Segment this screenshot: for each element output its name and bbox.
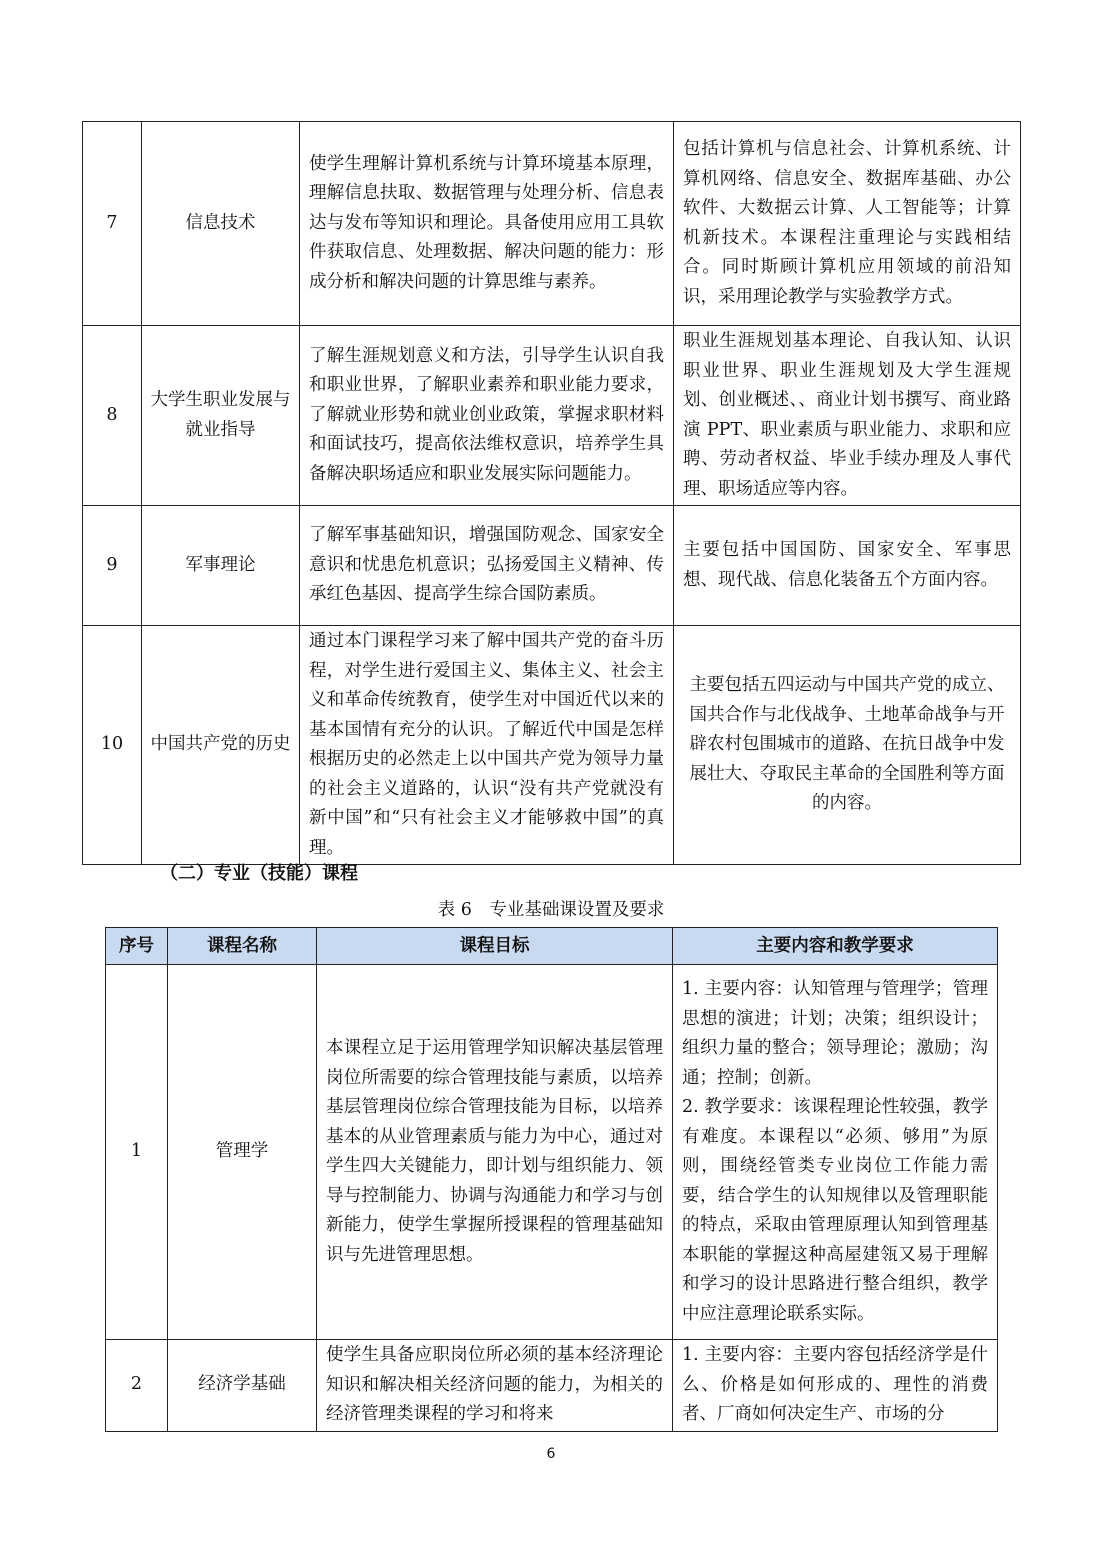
course-name: 中国共产党的历史 (142, 626, 300, 865)
table-row (83, 506, 1021, 626)
course-content: 主要包括中国国防、国家安全、军事思想、现代战、信息化装备五个方面内容。 (674, 506, 1021, 626)
row-number: 8 (83, 326, 142, 506)
course-content: 职业生涯规划基本理论、自我认知、认识职业世界、职业生涯规划及大学生涯规划、创业概述、、商业计划书撰写、商业路演 PPT、职业素质与职业能力、求职和应聘、劳动者权益、毕业手续办理及人事代理、职场适应等内容。 (674, 326, 1021, 506)
course-goal: 了解生涯规划意义和方法，引导学生认识自我和职业世界，了解职业素养和职业能力要求，了解就业形势和就业创业政策，掌握求职材料和面试技巧，提高依法维权意识，培养学生具备解决职场适应和职业发展实际问题能力。 (300, 326, 674, 506)
course-goal: 使学生理解计算机系统与计算环境基本原理，理解信息扶取、数据管理与处理分析、信息表达与发布等知识和理论。具备使用应用工具软件获取信息、处理数据、解决问题的能力：形成分析和解决问题的计算思维与素养。 (300, 122, 674, 326)
professional-foundation-courses-table (105, 927, 998, 1432)
course-name: 管理学 (168, 965, 317, 1340)
course-content (673, 965, 998, 1340)
page-number: 6 (546, 1446, 556, 1462)
table-row (83, 326, 1021, 506)
general-courses-table-continued (82, 121, 1021, 865)
course-goal: 了解军事基础知识，增强国防观念、国家安全意识和忧患危机意识；弘扬爱国主义精神、传承红色基因、提高学生综合国防素质。 (300, 506, 674, 626)
row-number: 10 (83, 626, 142, 865)
table-caption: 表 6 专业基础课设置及要求 (437, 900, 665, 920)
content-requirements: 2. 教学要求：该课程理论性较强，教学有难度。本课程以“必须、够用”为原则，围绕经管类专业岗位工作能力需要，结合学生的认知规律以及管理职能的特点，采取由管理原理认知到管理基本职能的掌握这种高屋建瓴又易于理解和学习的设计思路进行整合组织，教学中应注意理论联系实际。 (682, 1097, 988, 1324)
course-content: 包括计算机与信息社会、计算机系统、计算机网络、信息安全、数据库基础、办公软件、大数据云计算、人工智能等；计算机新技术。本课程注重理论与实践相结合。同时斯顾计算机应用领域的前沿知识，采用理论教学与实验教学方式。 (674, 122, 1021, 326)
course-name: 信息技术 (142, 122, 300, 326)
row-number: 1 (106, 965, 168, 1340)
course-content: 主要包括五四运动与中国共产党的成立、国共合作与北伐战争、土地革命战争与开辟农村包围城市的道路、在抗日战争中发展壮大、夺取民主革命的全国胜利等方面的内容。 (674, 626, 1021, 865)
table-header-row (106, 928, 998, 965)
course-goal: 使学生具备应职岗位所必须的基本经济理论知识和解决相关经济问题的能力，为相关的经济管理类课程的学习和将来 (317, 1340, 673, 1432)
table-row (106, 1340, 998, 1432)
table-row (106, 965, 998, 1340)
content-main: 1. 主要内容：认知管理与管理学；管理思想的演进；计划；决策；组织设计；组织力量的整合；领导理论；激励；沟通；控制；创新。 (682, 979, 988, 1088)
course-name: 军事理论 (142, 506, 300, 626)
course-content: 1. 主要内容：主要内容包括经济学是什么、价格是如何形成的、理性的消费者、厂商如何决定生产、市场的分 (673, 1340, 998, 1432)
row-number: 2 (106, 1340, 168, 1432)
table-row (83, 122, 1021, 326)
course-goal: 本课程立足于运用管理学知识解决基层管理岗位所需要的综合管理技能与素质，以培养基层管理岗位综合管理技能为目标，以培养基本的从业管理素质与能力为中心，通过对学生四大关键能力，即计划与组织能力、领导与控制能力、协调与沟通能力和学习与创新能力，使学生掌握所授课程的管理基础知识与先进管理思想。 (317, 965, 673, 1340)
row-number: 9 (83, 506, 142, 626)
header-course-goal: 课程目标 (317, 928, 673, 965)
course-name: 经济学基础 (168, 1340, 317, 1432)
header-course-name: 课程名称 (168, 928, 317, 965)
row-number: 7 (83, 122, 142, 326)
section-heading: （二）专业（技能）课程 (160, 863, 358, 884)
table-row (83, 626, 1021, 865)
course-name: 大学生职业发展与就业指导 (142, 326, 300, 506)
course-goal: 通过本门课程学习来了解中国共产党的奋斗历程，对学生进行爱国主义、集体主义、社会主义和革命传统教育，使学生对中国近代以来的基本国情有充分的认识。了解近代中国是怎样根据历史的必然走上以中国共产党为领导力量的社会主义道路的，认识“没有共产党就没有新中国”和“只有社会主义才能够救中国”的真理。 (300, 626, 674, 865)
header-number: 序号 (106, 928, 168, 965)
header-course-content: 主要内容和教学要求 (673, 928, 998, 965)
